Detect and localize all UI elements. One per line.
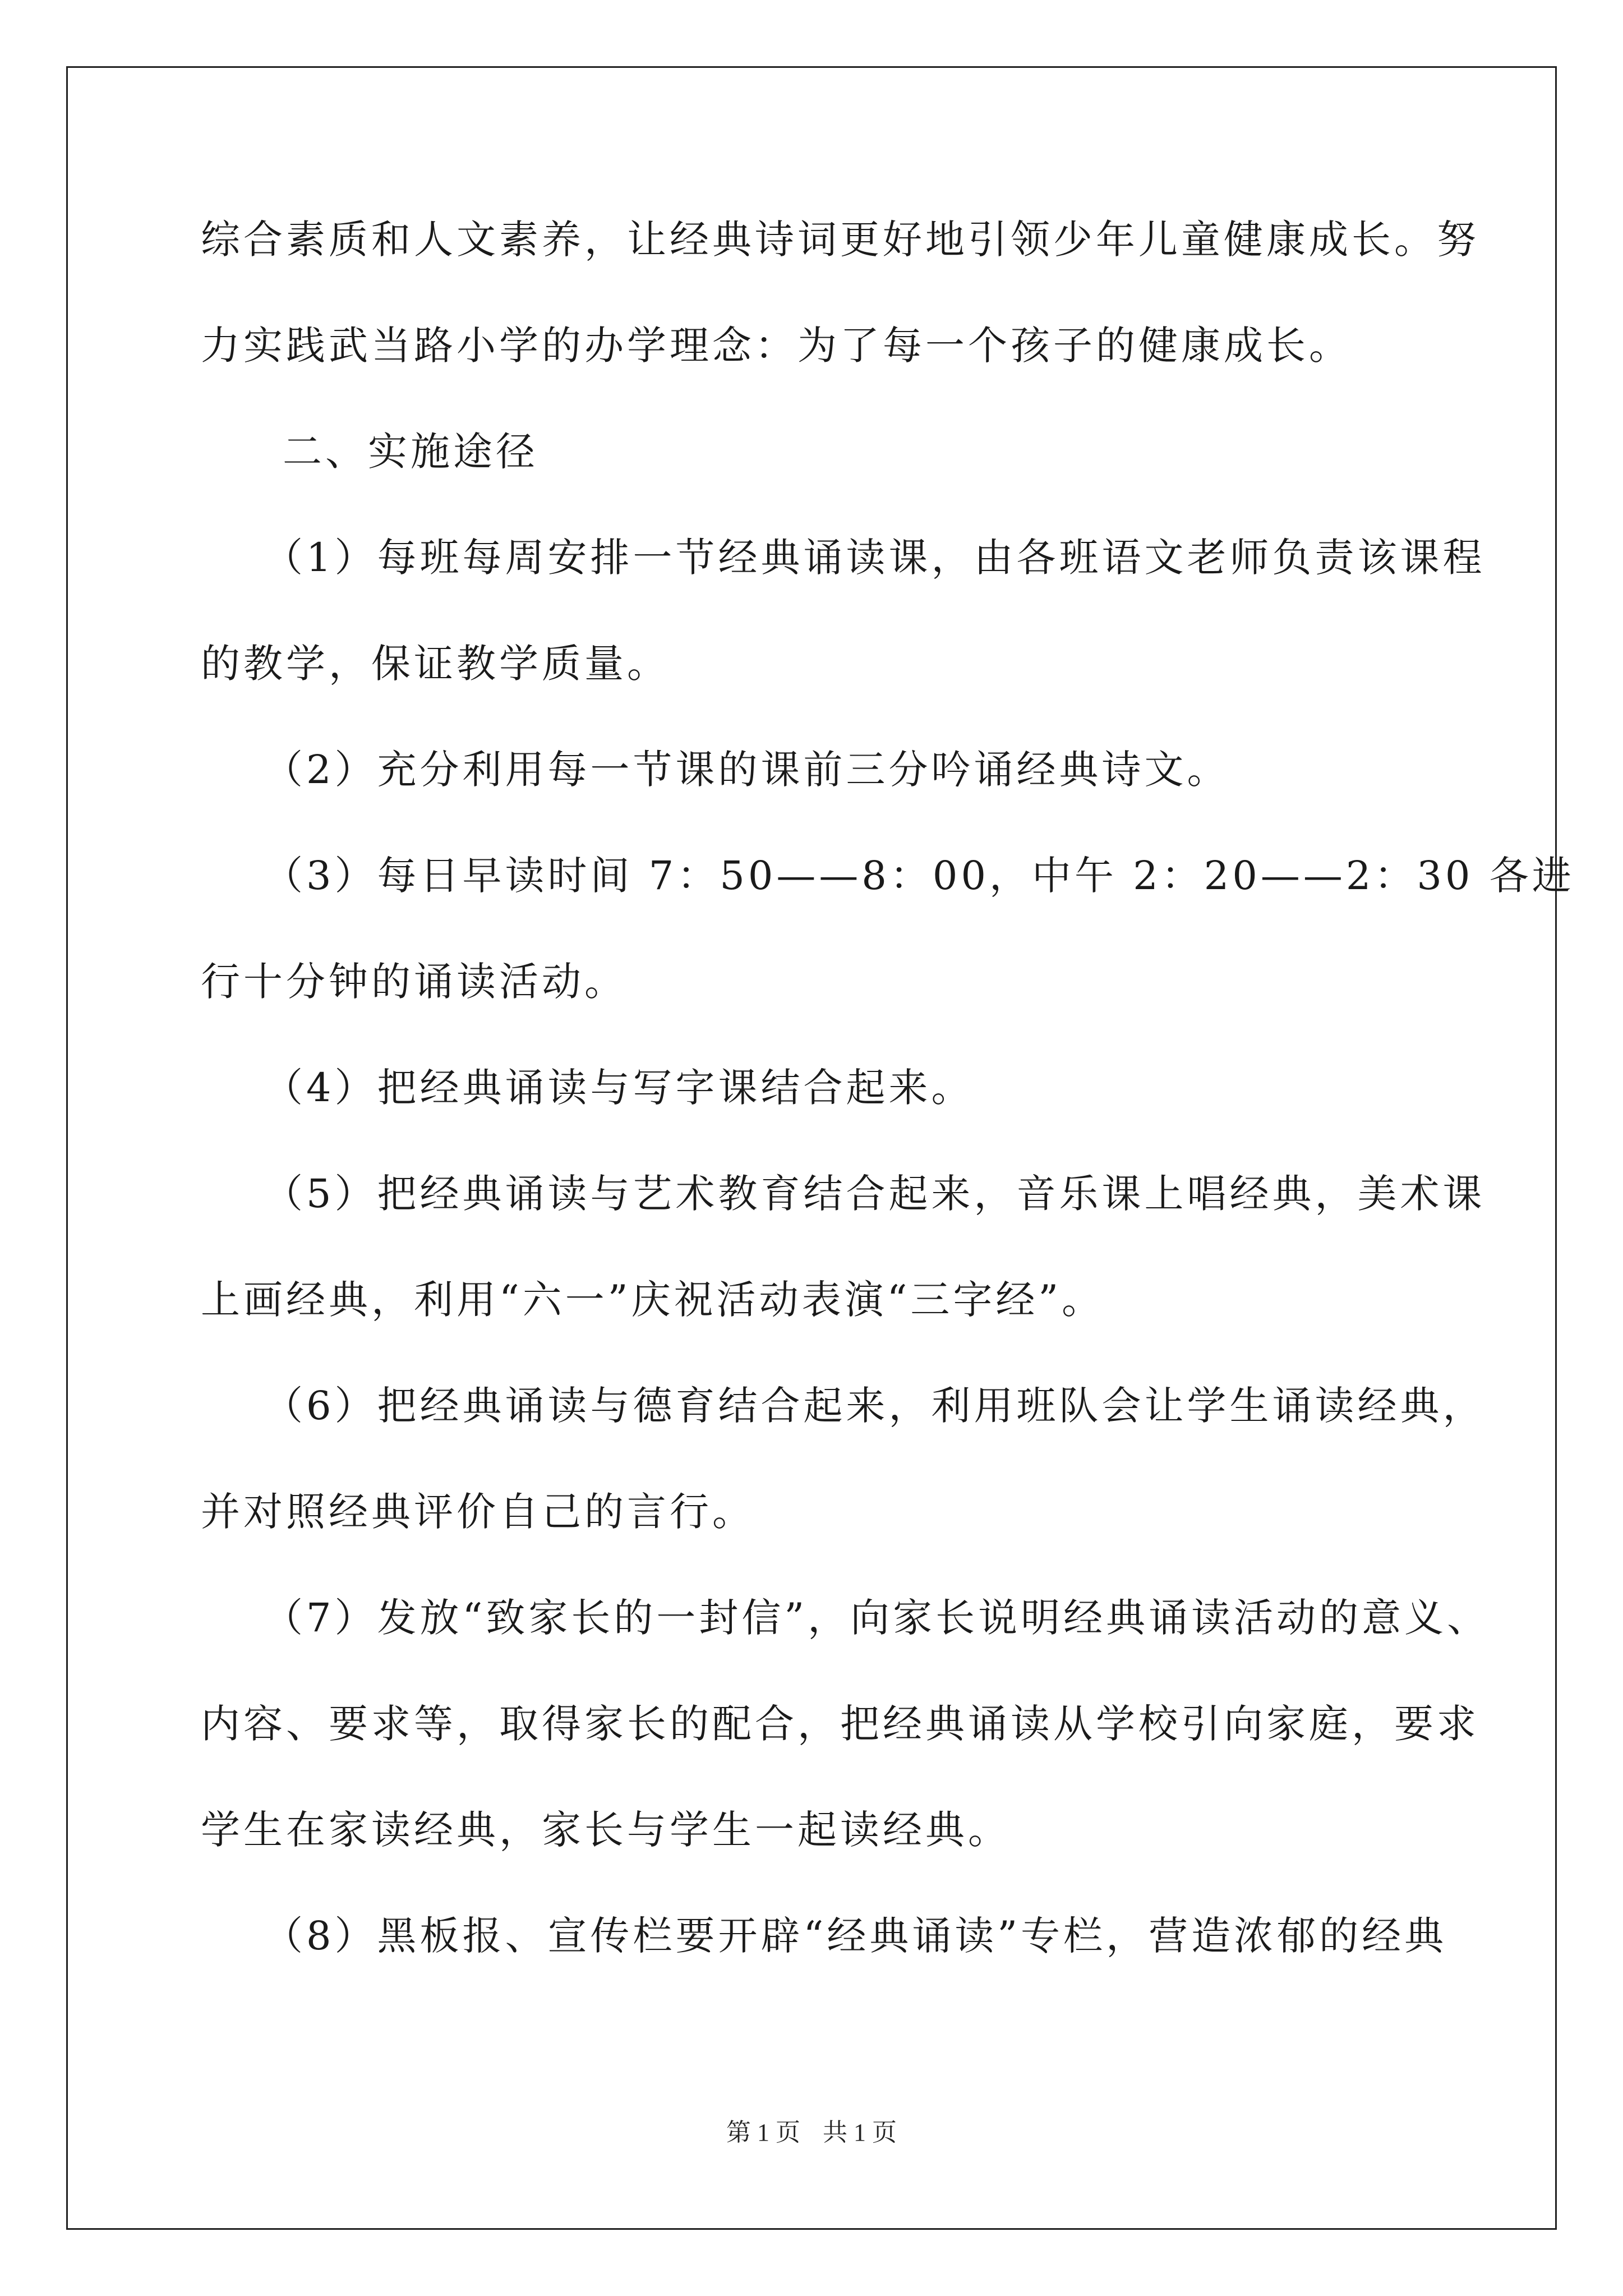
list-item-6: （6）把经典诵读与德育结合起来，利用班队会让学生诵读经典， [264,1383,1486,1429]
text-line: 并对照经典评价自己的言行。 [201,1489,755,1535]
list-item-8: （8）黑板报、宣传栏要开辟“经典诵读”专栏，营造浓郁的经典 [264,1913,1447,1959]
text-line: 内容、要求等，取得家长的配合，把经典诵读从学校引向家庭，要求 [201,1701,1479,1747]
text-line: 学生在家读经典，家长与学生一起读经典。 [201,1807,1011,1853]
page-total: 共 1 页 [823,2119,897,2146]
text-line: 力实践武当路小学的办学理念：为了每一个孩子的健康成长。 [201,323,1352,369]
text-line: 综合素质和人文素养，让经典诗词更好地引领少年儿童健康成长。努 [201,217,1479,263]
list-item-7: （7）发放“致家长的一封信”，向家长说明经典诵读活动的意义、 [264,1595,1490,1641]
section-heading: 二、实施途径 [283,429,538,475]
page-border [66,66,1557,2230]
text-line: 的教学，保证教学质量。 [201,641,670,687]
list-item-5: （5）把经典诵读与艺术教育结合起来，音乐课上唱经典，美术课 [264,1171,1486,1217]
page-footer [0,2116,1623,2150]
list-item-2: （2）充分利用每一节课的课前三分吟诵经典诗文。 [264,747,1230,793]
list-item-3: （3）每日早读时间 7：50——8：00，中午 2：20——2：30 各进 [264,853,1575,899]
text-line: 上画经典，利用“六一”庆祝活动表演“三字经”。 [201,1277,1105,1323]
text-line: 行十分钟的诵读活动。 [201,959,627,1005]
list-item-1: （1）每班每周安排一节经典诵读课，由各班语文老师负责该课程 [264,535,1486,581]
page-number: 第 1 页 [726,2119,800,2146]
list-item-4: （4）把经典诵读与写字课结合起来。 [264,1065,974,1111]
